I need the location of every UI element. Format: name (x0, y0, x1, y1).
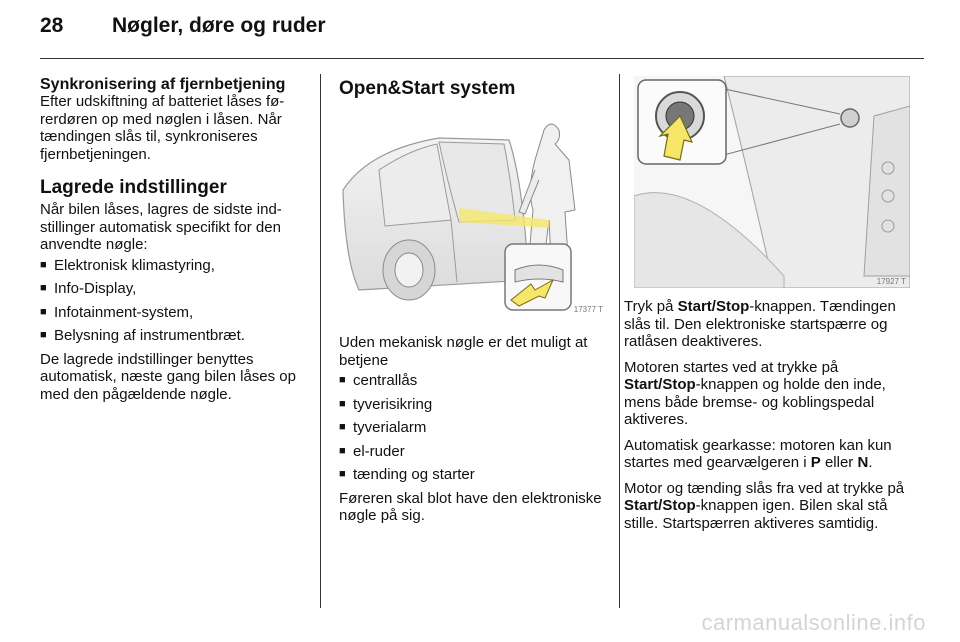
paragraph-automatic: Automatisk gearkasse: motoren kan kun startes med gearvælgeren i P eller N. (624, 436, 892, 471)
list-item: ■ Elektronisk klimastyring, (40, 257, 308, 275)
sync-heading: Synkronisering af fjernbetjening (40, 76, 286, 93)
column-1 (40, 76, 308, 403)
saved-settings-outro: De lagrede indstillinger benyttes automatisk, næste gang bilen låses op med den pågældende nøgle. (40, 350, 296, 403)
open-start-list (339, 372, 607, 484)
list-item: ■ Belysning af instrumentbræt. (40, 327, 308, 345)
list-item: ■ Infotainment-system, (40, 304, 308, 322)
start-stop-illustration (634, 76, 910, 288)
column-divider-1 (320, 74, 321, 608)
paragraph-engine-start: Motoren startes ved at trykke på Start/Stop-knappen og holde den inde, mens både bremse- og koblingspedal aktiveres. (624, 358, 886, 428)
open-start-outro: Føreren skal blot have den elektroniske nøgle på sig. (339, 489, 602, 524)
saved-settings-intro: Når bilen låses, lagres de sidste indstillinger automatisk specifikt for den anvendte nøgle: (40, 201, 282, 253)
list-item: ■ centrallås (339, 372, 607, 390)
page-header (40, 14, 326, 38)
paragraph-start: Tryk på Start/Stop-knappen. Tændingen slås til. Den elektroniske startspærre og ratlåsen deaktiveres. (624, 298, 896, 350)
header-rule (40, 58, 924, 59)
list-item: ■ tyverisikring (339, 396, 607, 414)
list-item: ■ tyverialarm (339, 419, 607, 437)
paragraph-stop: Motor og tænding slås fra ved at trykke på Start/Stop-knappen igen. Bilen skal stå stille. Startspærren aktiveres samtidig. (624, 479, 905, 532)
car-door-drawing (339, 110, 607, 320)
sync-text: Efter udskiftning af batteriet låses førerdøren op med nøglen i låsen. Når tændingen slås til, synkroniseres fjernbetjeningen. (40, 93, 285, 163)
figure-number: 17927 T (876, 277, 906, 286)
open-start-heading: Open&Start system (339, 78, 516, 99)
list-item: ■ tænding og starter (339, 466, 607, 484)
car-door-illustration (339, 110, 607, 320)
dashboard-drawing (634, 76, 910, 288)
figure-number: 17377 T (573, 304, 603, 314)
page-number: 28 (40, 14, 64, 37)
watermark: carmanualsonline.info (701, 610, 926, 635)
list-item: ■ el-ruder (339, 443, 607, 461)
saved-settings-list (40, 257, 308, 345)
saved-settings-heading: Lagrede indstillinger (40, 177, 227, 198)
column-divider-2 (619, 74, 620, 608)
column-2 (339, 76, 607, 525)
list-item: ■ Info-Display, (40, 280, 308, 298)
open-start-intro: Uden mekanisk nøgle er det muligt at betjene (339, 334, 588, 369)
column-3 (624, 298, 914, 540)
start-stop-button-icon (841, 109, 859, 127)
page-title: Nøgler, døre og ruder (112, 14, 326, 37)
